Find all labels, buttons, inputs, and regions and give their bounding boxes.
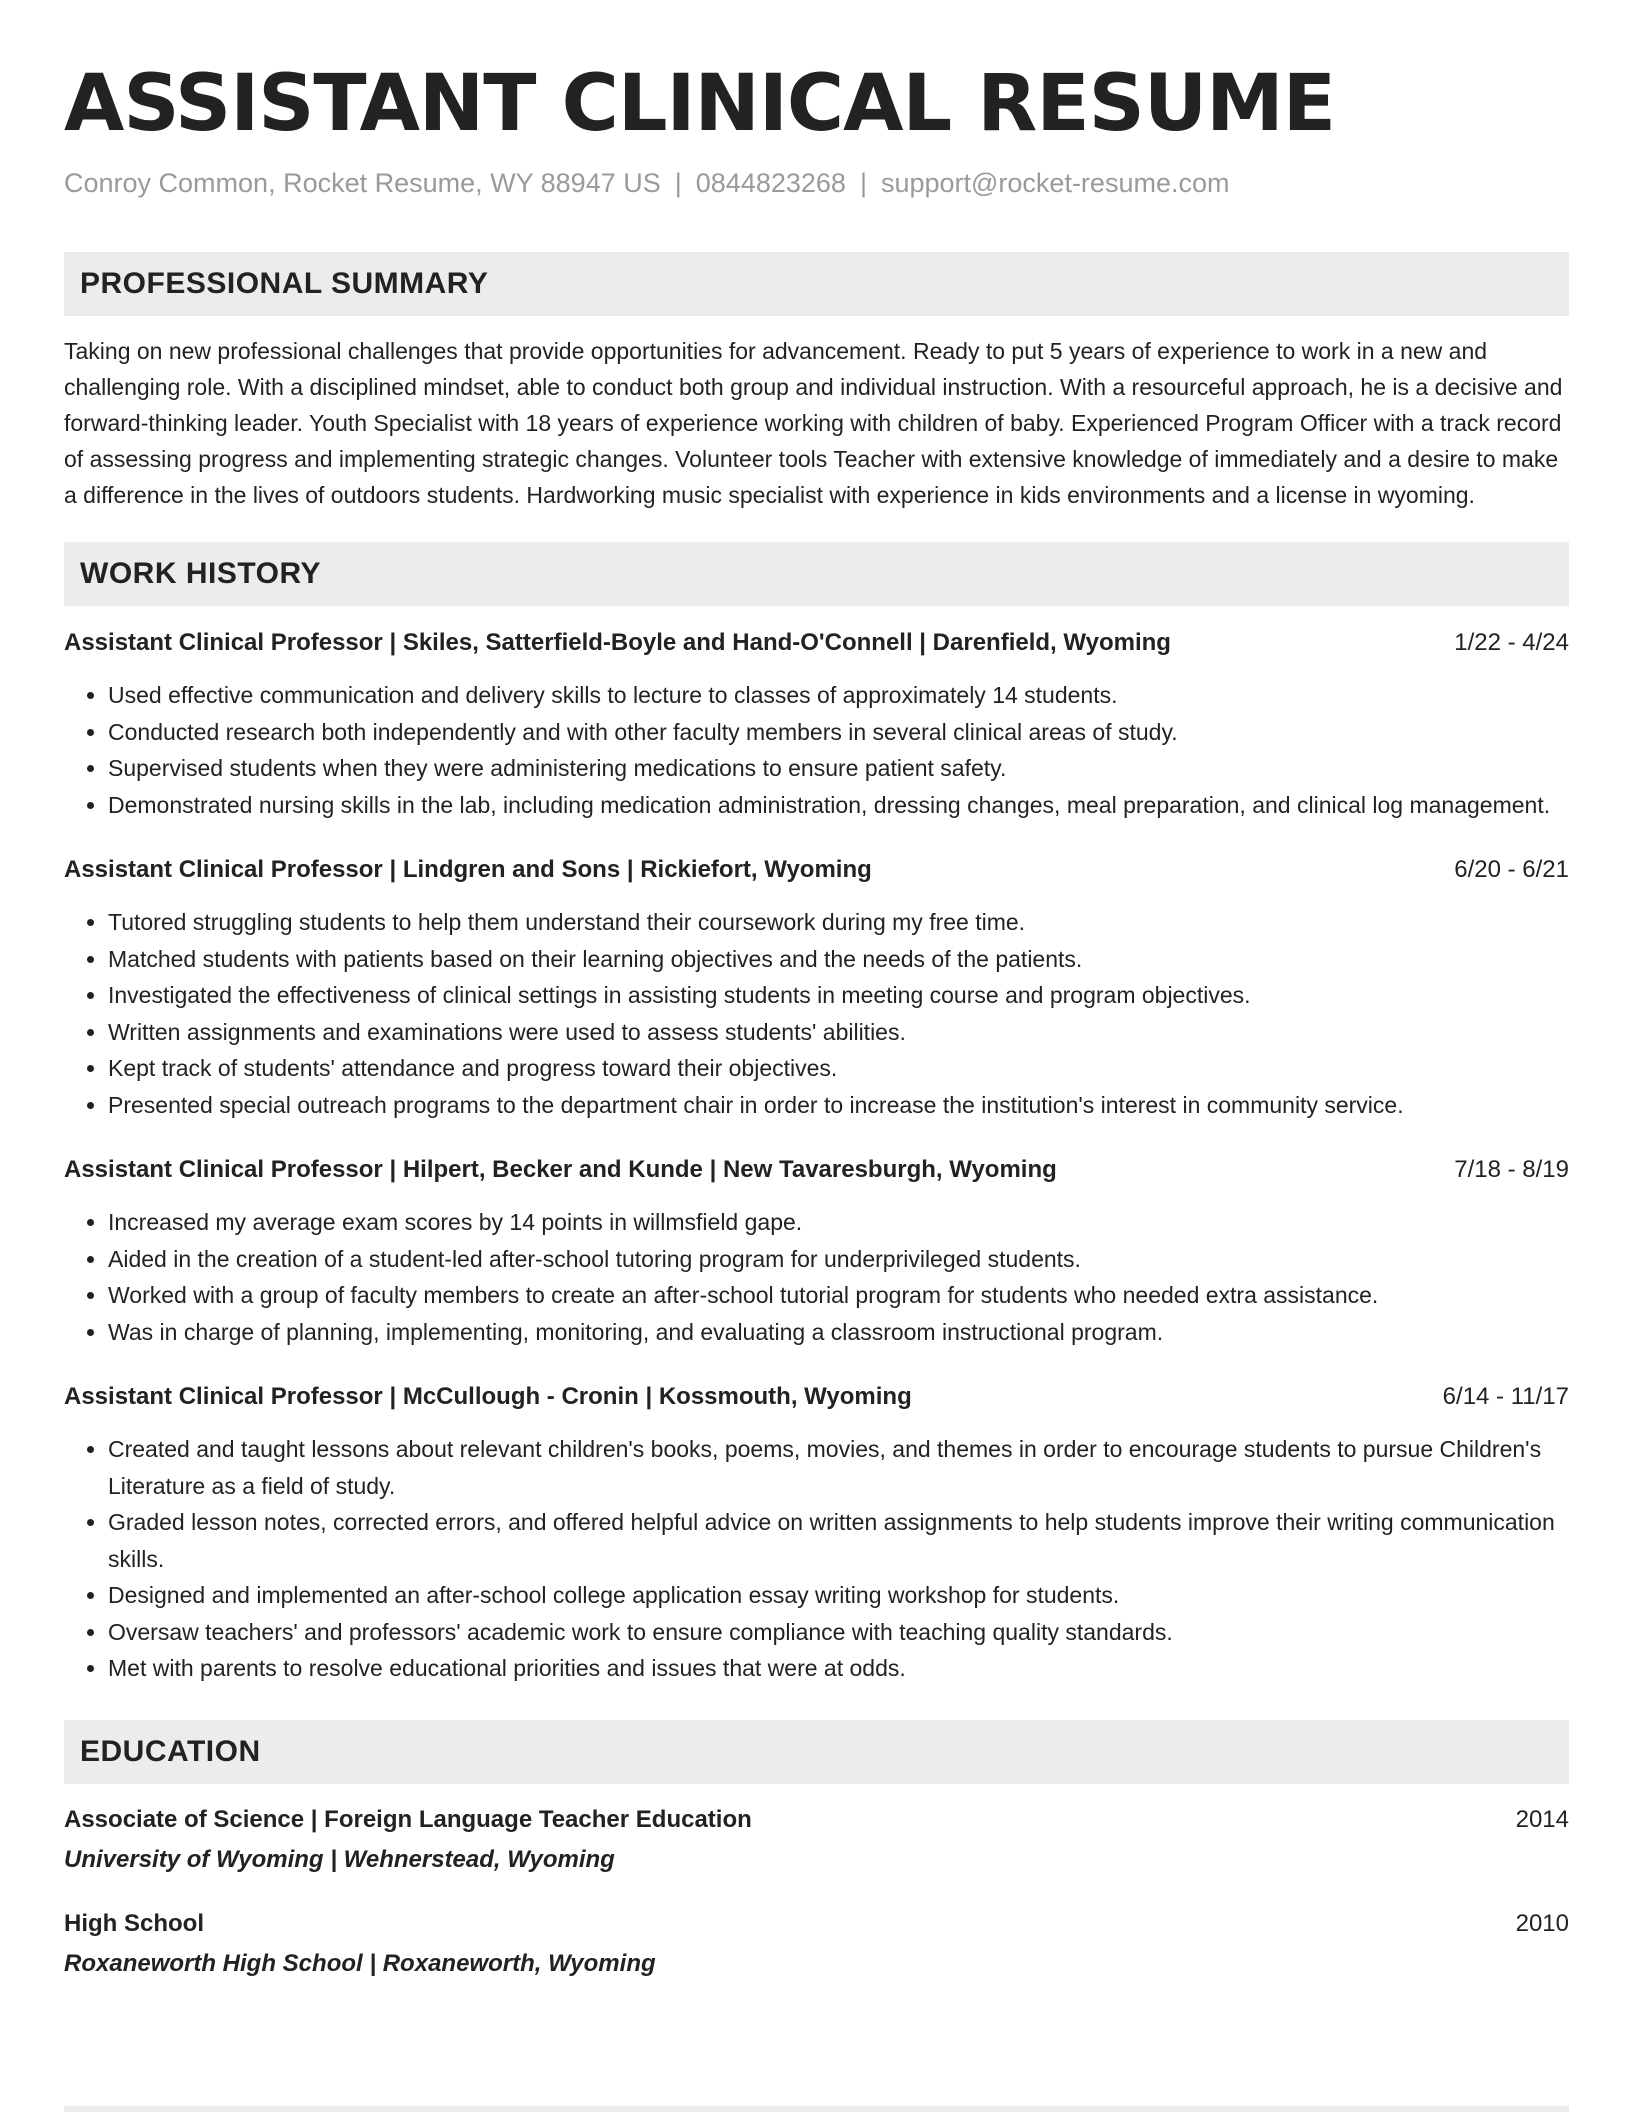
education-header bbox=[64, 1802, 1569, 1838]
contact-line bbox=[64, 166, 1569, 200]
contact-phone: 0844823268 bbox=[695, 168, 846, 198]
job-header bbox=[64, 625, 1569, 661]
contact-email: support@rocket-resume.com bbox=[880, 168, 1230, 198]
job-header bbox=[64, 852, 1569, 888]
section-header-education: EDUCATION bbox=[64, 1720, 1569, 1784]
education-school: University of Wyoming | Wehnerstead, Wyoming bbox=[64, 1845, 615, 1873]
education-entry bbox=[64, 1802, 1569, 1878]
next-section-header-edge bbox=[64, 2106, 1569, 2112]
section-header-work-history: WORK HISTORY bbox=[64, 542, 1569, 606]
job-title: Assistant Clinical Professor | Hilpert, Becker and Kunde | New Tavaresburgh, Wyoming bbox=[64, 1156, 1057, 1183]
job-bullet: • Demonstrated nursing skills in the lab, including medication administration, dressing changes, meal preparation, and clinical log management. bbox=[108, 787, 1569, 824]
education-school: Roxaneworth High School | Roxaneworth, Wyoming bbox=[64, 1949, 656, 1977]
education-entry bbox=[64, 1906, 1569, 1982]
job-title: Assistant Clinical Professor | McCullough - Cronin | Kossmouth, Wyoming bbox=[64, 1383, 912, 1410]
section-header-professional-summary: PROFESSIONAL SUMMARY bbox=[64, 252, 1569, 316]
contact-separator: | bbox=[859, 168, 867, 198]
contact-address: Conroy Common, Rocket Resume, WY 88947 US bbox=[64, 168, 661, 198]
job-bullet: • Kept track of students' attendance and progress toward their objectives. bbox=[108, 1050, 1569, 1087]
summary-text: Taking on new professional challenges that provide opportunities for advancement. Ready to put 5 years of experience to work in a new and challenging role. With a disciplined mindset, able to conduct both group and individual instruction. With a resourceful approach, he is a decisive and forward-thinking leader. Youth Specialist with 18 years of experience working with children of baby. Experienced Program Officer with a track record of assessing progress and implementing strategic changes. Volunteer tools Teacher with extensive knowledge of immediately and a desire to make a difference in the lives of outdoors students. Hardworking music specialist with experience in kids environments and a license in wyoming. bbox=[64, 338, 1563, 508]
job-title: Assistant Clinical Professor | Lindgren and Sons | Rickiefort, Wyoming bbox=[64, 856, 872, 883]
job-bullet: • Investigated the effectiveness of clinical settings in assisting students in meeting course and program objectives. bbox=[108, 977, 1569, 1014]
job-entry bbox=[64, 1379, 1569, 1687]
job-dates: 6/14 - 11/17 bbox=[1442, 1383, 1569, 1410]
job-bullet: • Oversaw teachers' and professors' academic work to ensure compliance with teaching quality standards. bbox=[108, 1614, 1569, 1651]
job-header bbox=[64, 1152, 1569, 1188]
job-bullet: • Conducted research both independently and with other faculty members in several clinical areas of study. bbox=[108, 714, 1569, 751]
job-bullet: • Increased my average exam scores by 14 points in willmsfield gape. bbox=[108, 1204, 1569, 1241]
job-entry bbox=[64, 625, 1569, 823]
job-bullet: • Created and taught lessons about relevant children's books, poems, movies, and themes in order to encourage students to pursue Children's Literature as a field of study. bbox=[108, 1431, 1569, 1504]
education-year: 2014 bbox=[1515, 1805, 1569, 1833]
job-bullet: • Met with parents to resolve educational priorities and issues that were at odds. bbox=[108, 1650, 1569, 1687]
job-bullet: • Tutored struggling students to help them understand their coursework during my free time. bbox=[108, 904, 1569, 941]
job-bullet: • Was in charge of planning, implementing, monitoring, and evaluating a classroom instructional program. bbox=[108, 1314, 1569, 1351]
job-bullet: • Designed and implemented an after-school college application essay writing workshop for students. bbox=[108, 1577, 1569, 1614]
education-year: 2010 bbox=[1515, 1909, 1569, 1937]
job-bullet: • Presented special outreach programs to the department chair in order to increase the institution's interest in community service. bbox=[108, 1087, 1569, 1124]
resume-title: ASSISTANT CLINICAL RESUME bbox=[64, 59, 1336, 149]
contact-separator: | bbox=[674, 168, 682, 198]
job-bullets bbox=[64, 1431, 1569, 1687]
job-bullets bbox=[64, 1204, 1569, 1350]
job-bullet: • Worked with a group of faculty members to create an after-school tutorial program for students who needed extra assistance. bbox=[108, 1277, 1569, 1314]
job-entry bbox=[64, 852, 1569, 1123]
job-bullets bbox=[64, 904, 1569, 1123]
job-bullet: • Graded lesson notes, corrected errors, and offered helpful advice on written assignments to help students improve their writing communication skills. bbox=[108, 1504, 1569, 1577]
job-bullet: • Supervised students when they were administering medications to ensure patient safety. bbox=[108, 750, 1569, 787]
job-bullets bbox=[64, 677, 1569, 823]
job-header bbox=[64, 1379, 1569, 1415]
job-bullet: • Written assignments and examinations were used to assess students' abilities. bbox=[108, 1014, 1569, 1051]
job-title: Assistant Clinical Professor | Skiles, Satterfield-Boyle and Hand-O'Connell | Darenfield, Wyoming bbox=[64, 629, 1171, 656]
job-bullet: • Aided in the creation of a student-led after-school tutoring program for underprivileged students. bbox=[108, 1241, 1569, 1278]
job-entry bbox=[64, 1152, 1569, 1350]
job-dates: 1/22 - 4/24 bbox=[1454, 629, 1569, 656]
job-bullet: • Matched students with patients based on their learning objectives and the needs of the patients. bbox=[108, 941, 1569, 978]
job-dates: 7/18 - 8/19 bbox=[1454, 1156, 1569, 1183]
education-header bbox=[64, 1906, 1569, 1942]
job-dates: 6/20 - 6/21 bbox=[1454, 856, 1569, 883]
job-bullet: • Used effective communication and delivery skills to lecture to classes of approximately 14 students. bbox=[108, 677, 1569, 714]
education-degree: Associate of Science | Foreign Language Teacher Education bbox=[64, 1805, 752, 1833]
resume-page bbox=[64, 60, 1569, 1982]
education-degree: High School bbox=[64, 1909, 204, 1937]
